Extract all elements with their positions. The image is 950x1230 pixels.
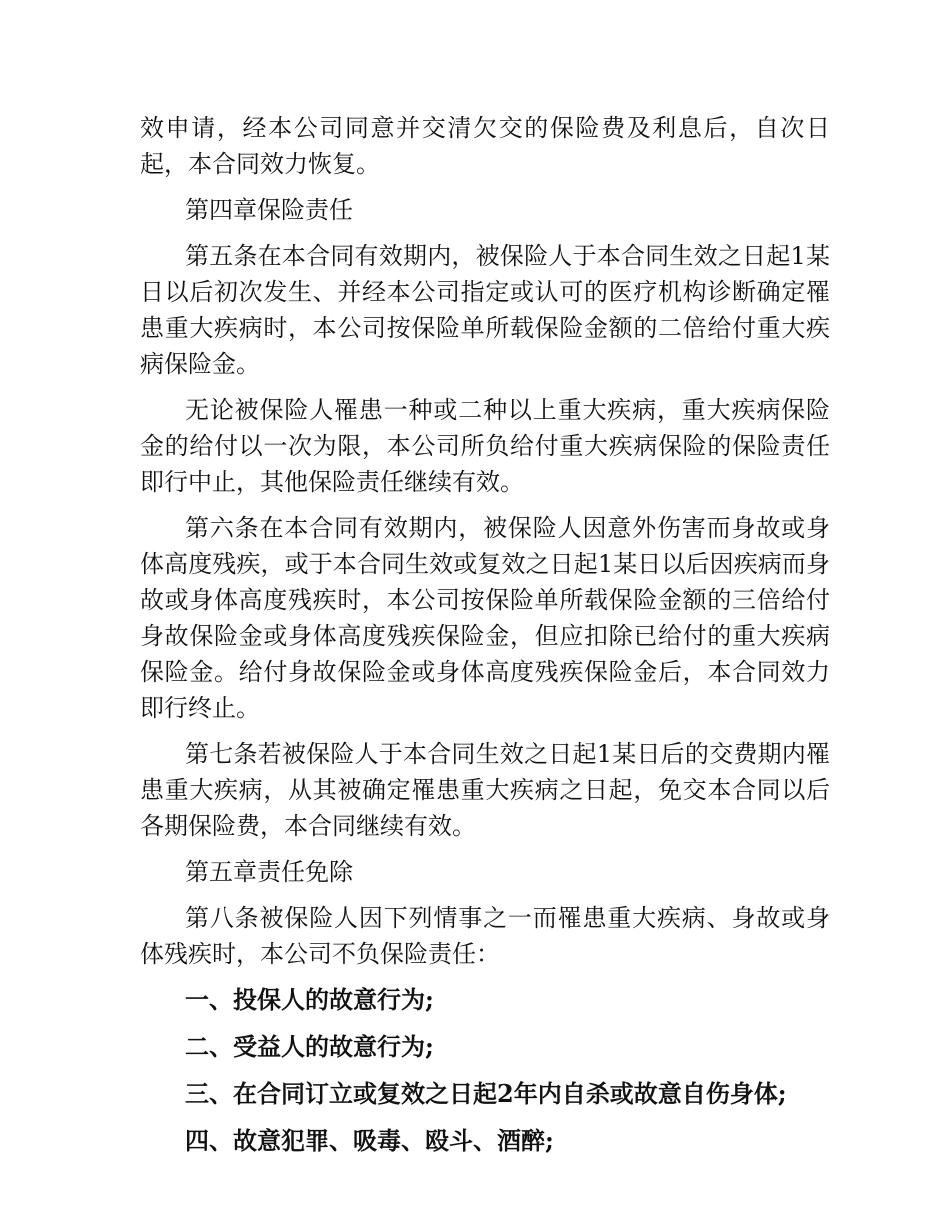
article-7: 第七条若被保险人于本合同生效之日起1某日后的交费期内罹患重大疾病，从其被确定罹患重大疾病之日起，免交本合同以后各期保险费，本合同继续有效。: [140, 740, 830, 840]
article-5-supplement: 无论被保险人罹患一种或二种以上重大疾病，重大疾病保险金的给付以一次为限，本公司所负给付重大疾病保险的保险责任即行中止，其他保险责任继续有效。: [140, 396, 830, 496]
exclusion-item-2: 二、受益人的故意行为;: [185, 1032, 434, 1061]
document-body: [140, 110, 830, 1170]
chapter-heading-5: 第五章责任免除: [185, 858, 353, 886]
exclusion-item-1: 一、投保人的故意行为;: [185, 985, 434, 1014]
article-8: 第八条被保险人因下列情事之一而罹患重大疾病、身故或身体残疾时，本公司不负保险责任：: [140, 904, 830, 968]
article-6: 第六条在本合同有效期内，被保险人因意外伤害而身故或身体高度残疾，或于本合同生效或复效之日起1某日以后因疾病而身故或身体高度残疾时，本公司按保险单所载保险金额的三倍给付身故保险金或身体高度残疾保险金，但应扣除已给付的重大疾病保险金。给付身故保险金或身体高度残疾保险金后，本合同效力即行终止。: [140, 514, 830, 722]
paragraph-reinstatement-continuation: 效申请，经本公司同意并交清欠交的保险费及利息后，自次日起，本合同效力恢复。: [140, 114, 830, 178]
chapter-heading-4: 第四章保险责任: [185, 196, 353, 224]
article-5: 第五条在本合同有效期内，被保险人于本合同生效之日起1某日以后初次发生、并经本公司指定或认可的医疗机构诊断确定罹患重大疾病时，本公司按保险单所载保险金额的二倍给付重大疾病保险金。: [140, 242, 830, 378]
exclusion-item-3: 三、在合同订立或复效之日起2年内自杀或故意自伤身体;: [185, 1079, 787, 1108]
exclusion-item-4: 四、故意犯罪、吸毒、殴斗、酒醉;: [185, 1126, 554, 1155]
